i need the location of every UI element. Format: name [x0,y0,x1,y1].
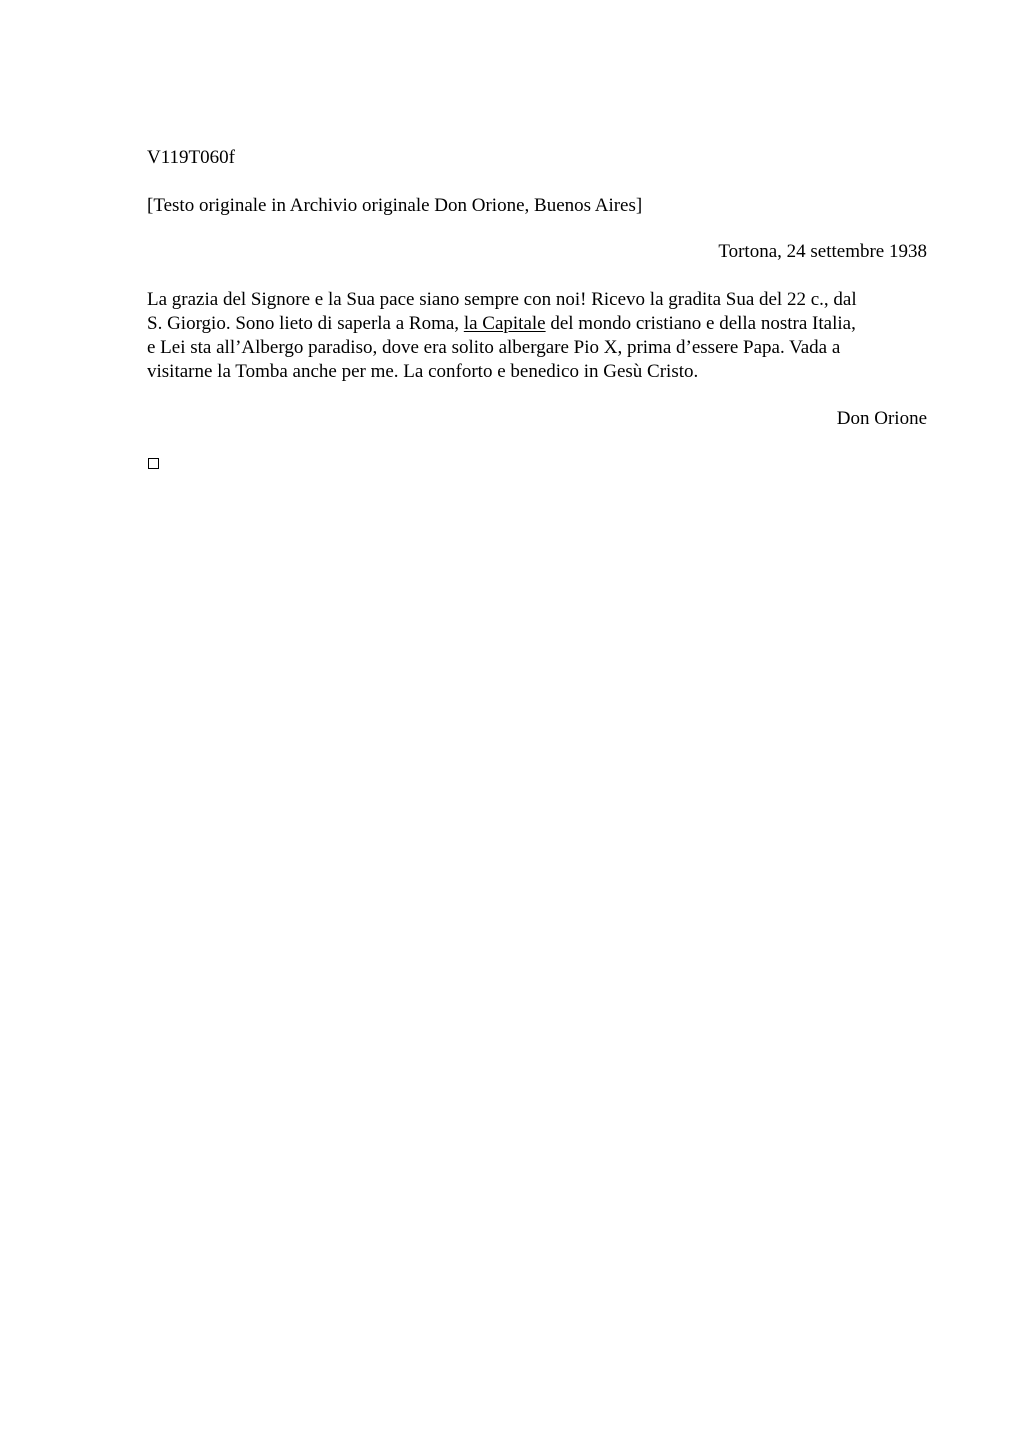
place-date: Tortona, 24 settembre 1938 [718,241,927,262]
underlined-phrase: la Capitale [463,313,546,334]
body-line-3: e Lei sta all’Albergo paradiso, dove era solito albergare Pio X, prima d’essere Papa. Vada a [147,337,841,358]
body-line-1: La grazia del Signore e la Sua pace siano sempre con noi! Ricevo la gradita Sua del 22 c., dal [147,289,857,310]
body-line-2-start: S. Giorgio. Sono lieto di saperla a Roma, [147,313,464,334]
document-id: V119T060f [147,147,235,168]
letter-body [147,288,927,384]
square-outline-icon [148,458,159,469]
body-line-2 [147,312,927,336]
archive-note: [Testo originale in Archivio originale Don Orione, Buenos Aires] [147,195,643,216]
signature: Don Orione [836,408,927,429]
body-line-2-end: del mondo cristiano e della nostra Italia, [545,313,856,334]
body-line-4: visitarne la Tomba anche per me. La conforto e benedico in Gesù Cristo. [147,361,699,382]
